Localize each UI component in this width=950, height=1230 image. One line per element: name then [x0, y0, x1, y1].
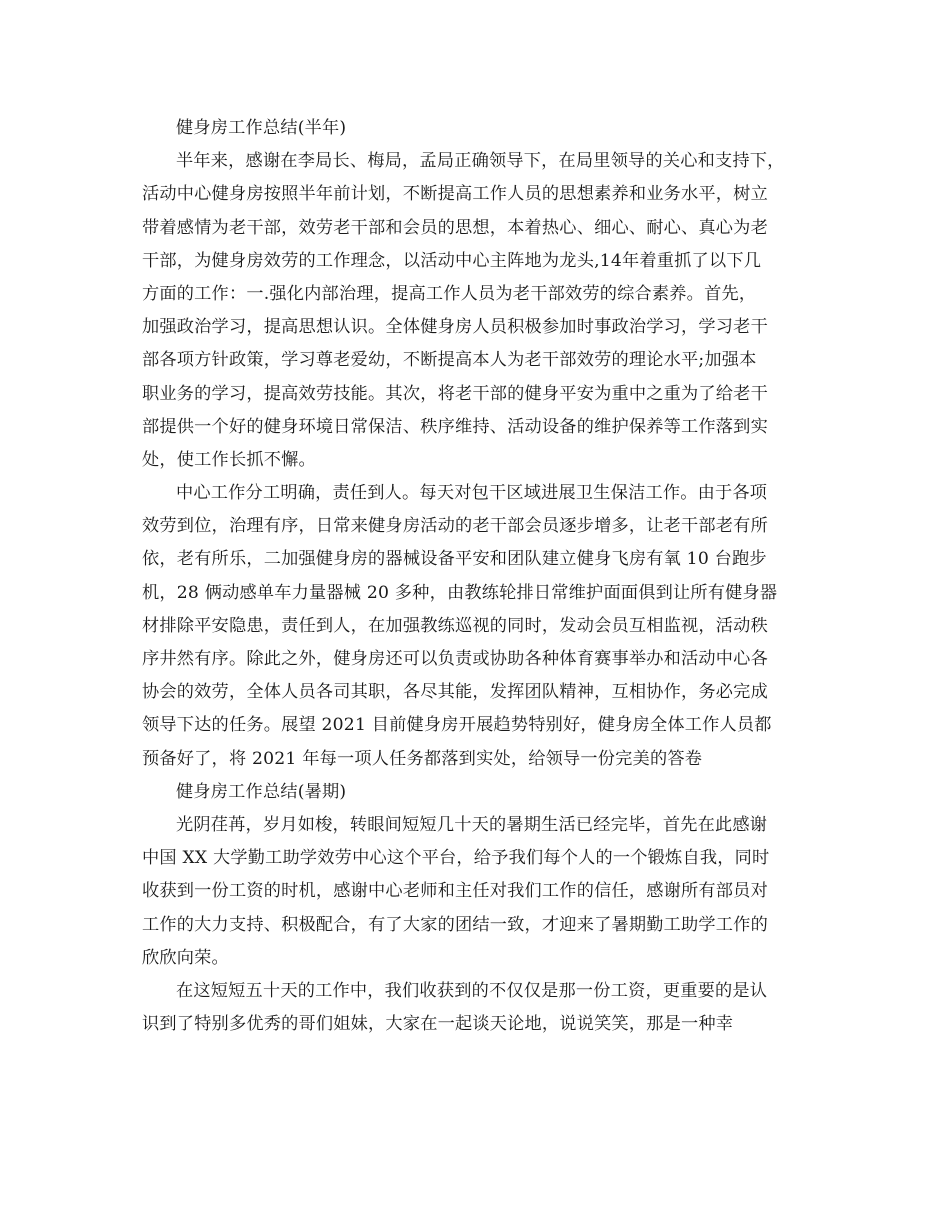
text-line: 预备好了，将 2021 年每一项人任务都落到实处，给领导一份完美的答卷 — [142, 748, 703, 769]
section-heading: 健身房工作总结(半年) — [176, 118, 347, 138]
text-line: 收获到一份工资的时机，感谢中心老师和主任对我们工作的信任，感谢所有部员对 — [142, 881, 768, 902]
text-line: 机，28 俩动感单车力量器械 20 多种，由教练轮排日常维护面面俱到让所有健身器 — [142, 582, 778, 603]
text-line: 带着感情为老干部，效劳老干部和会员的思想，本着热心、细心、耐心、真心为老 — [142, 217, 768, 238]
text-line: 半年来，感谢在李局长、梅局，孟局正确领导下，在局里领导的关心和支持下， — [176, 151, 785, 172]
text-line: 活动中心健身房按照半年前计划，不断提高工作人员的思想素养和业务水平，树立 — [142, 184, 768, 205]
text-line: 识到了特别多优秀的哥们姐妹，大家在一起谈天论地，说说笑笑，那是一种幸 — [142, 1014, 734, 1035]
text-line: 中国 XX 大学勤工助学效劳中心这个平台，给予我们每个人的一个锻炼自我，同时 — [142, 848, 770, 869]
text-line: 欣欣向荣。 — [142, 947, 229, 968]
text-line: 依，老有所乐，二加强健身房的器械设备平安和团队建立健身飞房有氧 10 台跑步 — [142, 549, 767, 570]
text-line: 领导下达的任务。展望 2021 目前健身房开展趋势特别好，健身房全体工作人员都 — [142, 715, 772, 736]
text-line: 加强政治学习，提高思想认识。全体健身房人员积极参加时事政治学习，学习老干 — [142, 317, 768, 338]
document-body — [142, 112, 832, 1041]
text-line: 干部，为健身房效劳的工作理念，以活动中心主阵地为龙头,14年着重抓了以下几 — [142, 250, 762, 271]
section-heading: 健身房工作总结(暑期) — [176, 781, 347, 802]
text-line: 方面的工作：一.强化内部治理，提高工作人员为老干部效劳的综合素养。首先， — [142, 283, 757, 304]
text-line: 在这短短五十天的工作中，我们收获到的不仅仅是那一份工资，更重要的是认 — [176, 980, 768, 1001]
text-line: 职业务的学习，提高效劳技能。其次，将老干部的健身平安为重中之重为了给老干 — [142, 383, 768, 404]
text-line: 材排除平安隐患，责任到人，在加强教练巡视的同时，发动会员互相监视，活动秩 — [142, 615, 768, 636]
text-line: 部各项方针政策，学习尊老爱幼，不断提高本人为老干部效劳的理论水平;加强本 — [142, 350, 757, 371]
text-line: 光阴荏苒，岁月如梭，转眼间短短几十天的暑期生活已经完毕，首先在此感谢 — [176, 814, 768, 835]
text-line: 协会的效劳，全体人员各司其职，各尽其能，发挥团队精神，互相协作，务必完成 — [142, 682, 768, 703]
text-line: 处，使工作长抓不懈。 — [142, 449, 316, 470]
text-line: 中心工作分工明确，责任到人。每天对包干区域进展卫生保洁工作。由于各项 — [176, 483, 768, 504]
text-line: 序井然有序。除此之外，健身房还可以负责或协助各种体育赛事举办和活动中心各 — [142, 649, 768, 669]
text-line: 工作的大力支持、积极配合，有了大家的团结一致，才迎来了暑期勤工助学工作的 — [142, 914, 768, 935]
text-line: 效劳到位，治理有序，日常来健身房活动的老干部会员逐步增多，让老干部老有所 — [142, 516, 768, 537]
text-line: 部提供一个好的健身环境日常保洁、秩序维持、活动设备的维护保养等工作落到实 — [142, 416, 768, 437]
